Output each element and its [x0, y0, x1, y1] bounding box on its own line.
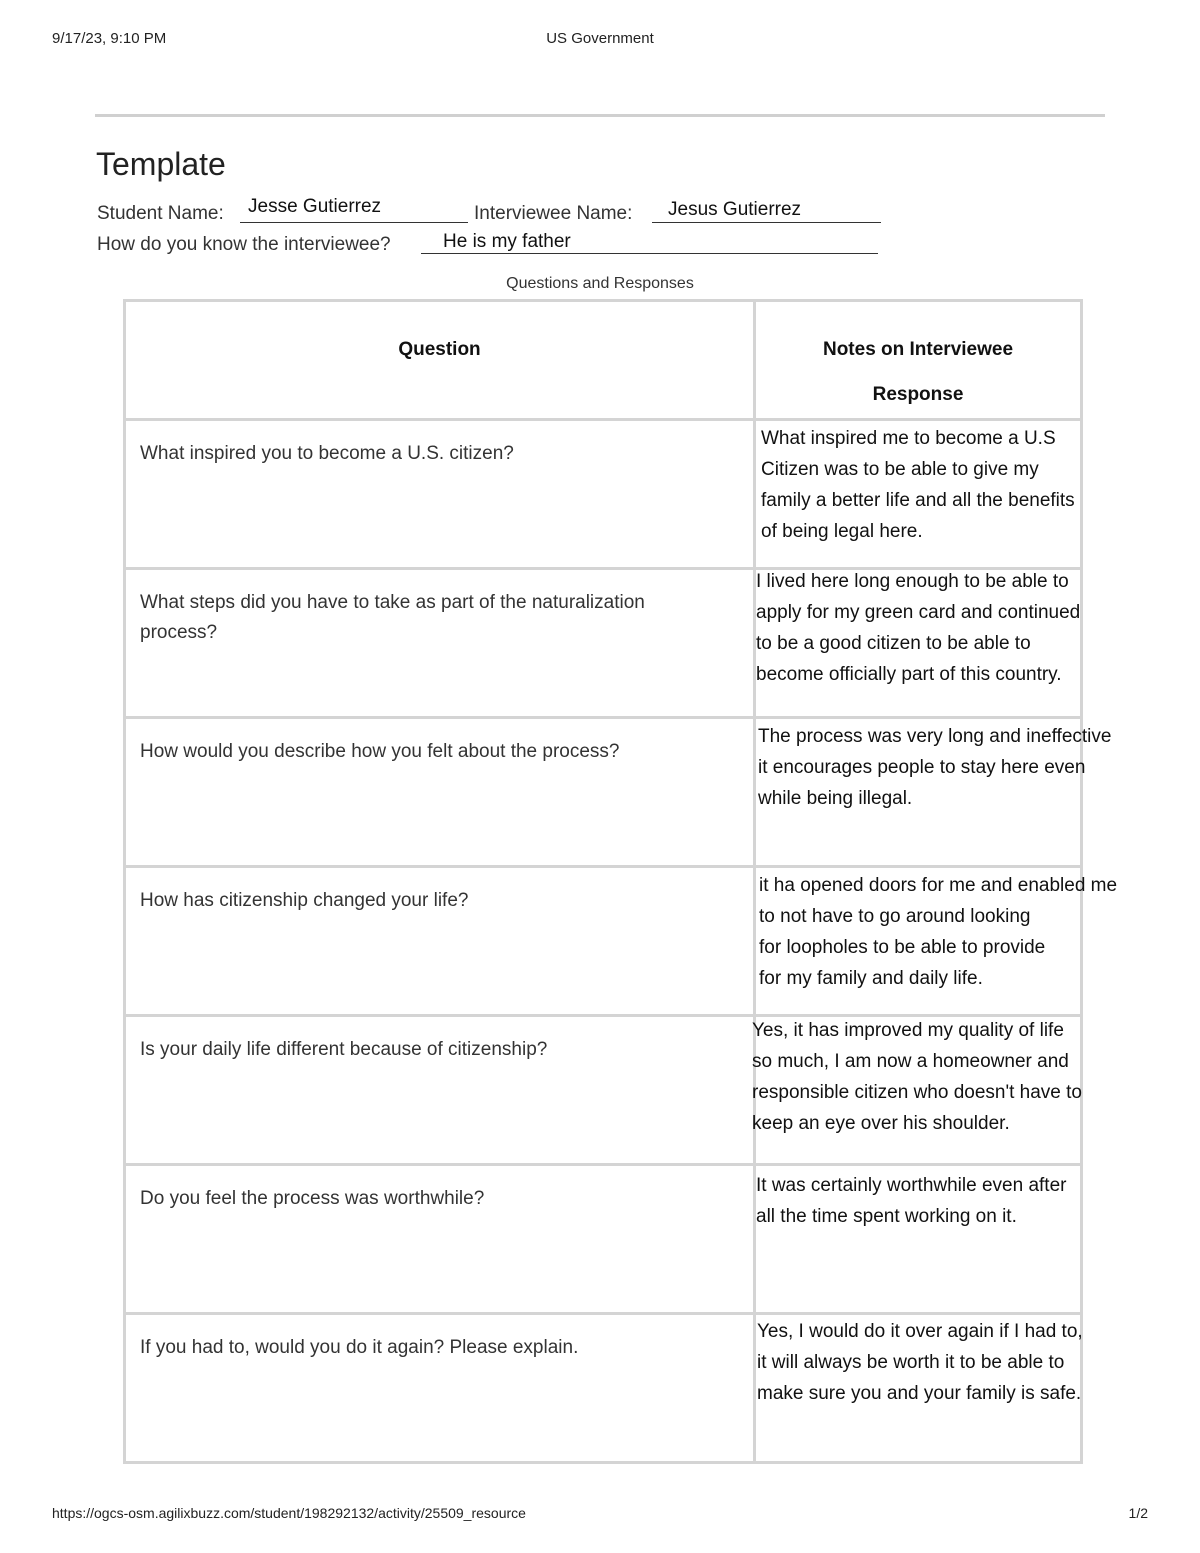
response-cell — [755, 1314, 1082, 1463]
question-column-header: Question — [125, 301, 755, 420]
response-text: I lived here long enough to be able to apply for my green card and continued to be a good citizen to be able to become officially part of this country. — [756, 571, 1081, 685]
response-text: It was certainly worthwhile even after all the time spent working on it. — [756, 1175, 1067, 1227]
interviewee-name-value: Jesus Gutierrez — [668, 199, 802, 220]
student-name-label: Student Name: — [97, 203, 224, 224]
response-text: it ha opened doors for me and enabled me to not have to go around looking for loopholes to be able to provide for my family and daily life. — [759, 875, 1118, 989]
table-row — [125, 1016, 1082, 1165]
question-cell: What steps did you have to take as part of the naturalization process? — [125, 569, 755, 718]
interviewee-name-label: Interviewee Name: — [474, 203, 633, 224]
question-cell: If you had to, would you do it again? Please explain. — [125, 1314, 755, 1463]
response-text: The process was very long and ineffective it encourages people to stay here even while being illegal. — [758, 726, 1112, 809]
response-text: Yes, I would do it over again if I had to, it will always be worth it to be able to make sure you and your family is safe. — [757, 1321, 1083, 1404]
print-datetime: 9/17/23, 9:10 PM — [52, 30, 167, 47]
print-footer — [52, 1505, 1148, 1525]
table-row — [125, 867, 1082, 1016]
question-cell: How has citizenship changed your life? — [125, 867, 755, 1016]
document-title: Template — [96, 146, 226, 182]
student-name-blank — [240, 222, 468, 223]
print-page-title: US Government — [546, 30, 654, 47]
response-text: What inspired me to become a U.S Citizen was to be able to give my family a better life and all the benefits of being legal here. — [761, 428, 1075, 542]
relation-label: How do you know the interviewee? — [97, 234, 391, 255]
question-cell: How would you describe how you felt about the process? — [125, 718, 755, 867]
table-caption: Questions and Responses — [506, 275, 694, 292]
table-row — [125, 1314, 1082, 1463]
interviewee-name-blank — [652, 222, 881, 223]
table-row — [125, 569, 1082, 718]
page-url: https://ogcs-osm.agilixbuzz.com/student/198292132/activity/25509_resource — [52, 1505, 526, 1521]
response-cell — [755, 569, 1082, 718]
page-number: 1/2 — [1128, 1505, 1148, 1521]
response-cell — [752, 1016, 1082, 1165]
student-name-value: Jesse Gutierrez — [248, 196, 382, 217]
notes-column-header: Notes on Interviewee Response — [755, 301, 1082, 420]
response-text: Yes, it has improved my quality of life so much, I am now a homeowner and responsible citizen who doesn't have to keep an eye over his shoulder. — [752, 1020, 1082, 1134]
response-cell — [755, 867, 1118, 1016]
top-divider — [95, 114, 1105, 117]
response-cell — [755, 1165, 1082, 1314]
table-row — [125, 1165, 1082, 1314]
question-cell: Do you feel the process was worthwhile? — [125, 1165, 755, 1314]
relation-value: He is my father — [443, 231, 571, 252]
table-row — [125, 718, 1082, 867]
table-row — [125, 420, 1082, 569]
questions-table — [123, 299, 1118, 1464]
table-header-row — [125, 301, 1082, 420]
print-header — [52, 30, 1148, 50]
response-cell — [755, 420, 1082, 569]
question-cell: Is your daily life different because of citizenship? — [125, 1016, 755, 1165]
response-cell — [755, 718, 1112, 867]
relation-blank — [421, 253, 878, 254]
question-cell: What inspired you to become a U.S. citizen? — [125, 420, 755, 569]
